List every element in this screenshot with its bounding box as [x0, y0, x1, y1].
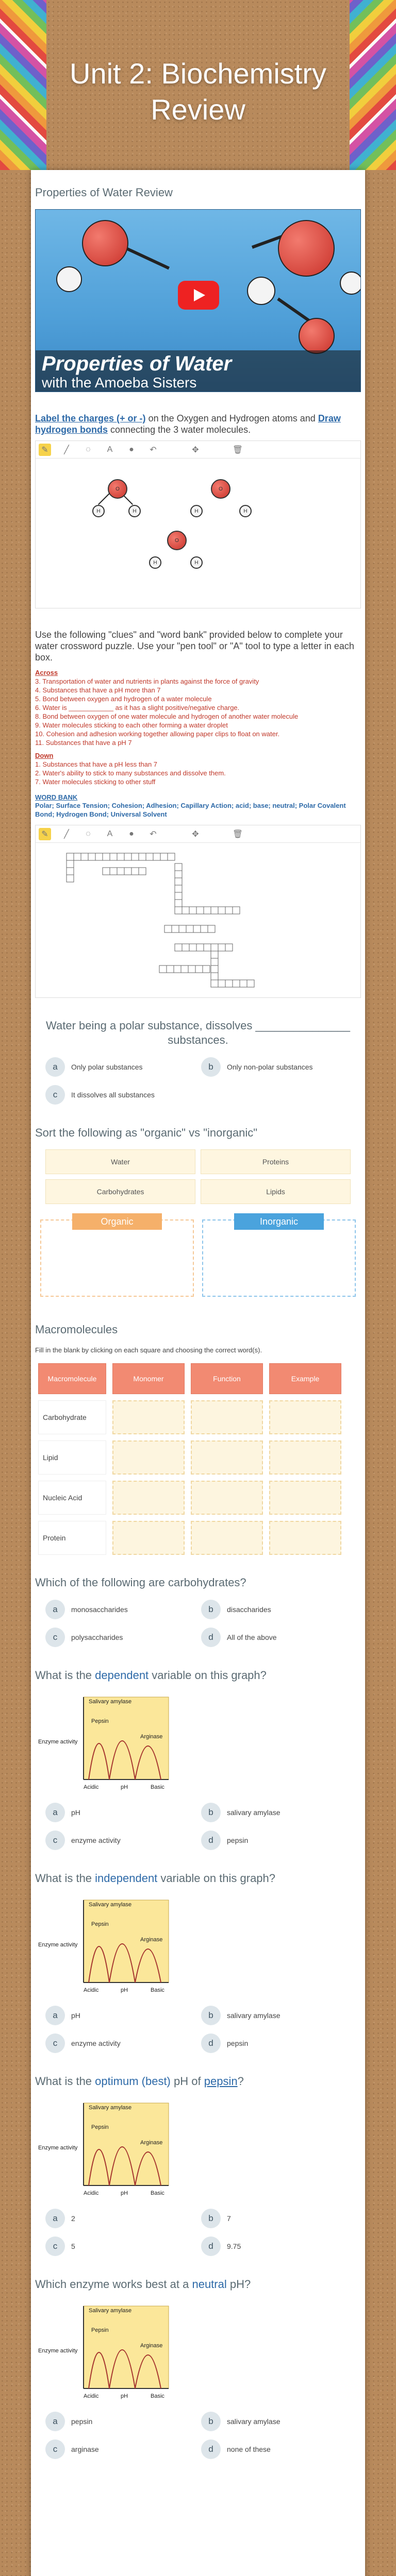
blank-cell[interactable]: [112, 1481, 185, 1515]
blank-cell[interactable]: [191, 1481, 263, 1515]
macromolecules-section: [35, 1323, 361, 1555]
answer-letter: a: [45, 1057, 65, 1077]
answer-text: It dissolves all substances: [71, 1091, 155, 1099]
graph-curve-label: Arginase: [140, 1734, 163, 1740]
across-clue: 9. Water molecules sticking to each other forming a water droplet: [35, 721, 228, 729]
answer-option-c[interactable]: [45, 1084, 195, 1105]
eraser-icon[interactable]: ◌: [86, 829, 91, 838]
oxygen-atom: O: [211, 479, 230, 499]
question-text: Which of the following are carbohydrates?: [35, 1576, 246, 1589]
blank-cell[interactable]: [112, 1400, 185, 1434]
graph-xtick: pH: [121, 1784, 128, 1790]
hydrogen-atom-graphic: [340, 272, 361, 295]
labeling-section: [35, 413, 361, 608]
sort-item[interactable]: Lipids: [201, 1179, 351, 1204]
text-tool-icon[interactable]: A: [107, 445, 113, 454]
answer-option-b[interactable]: [201, 2411, 351, 2432]
oxygen-atom-graphic: [278, 220, 335, 277]
oxygen-atom-graphic: [299, 318, 335, 354]
answer-letter: d: [201, 2439, 221, 2459]
answer-letter: c: [45, 1831, 65, 1850]
answer-text: 9.75: [227, 2242, 241, 2250]
video-caption: [36, 350, 361, 392]
move-icon[interactable]: ✥: [192, 445, 199, 454]
sort-categories: [35, 1216, 361, 1297]
row-label: Nucleic Acid: [38, 1481, 106, 1515]
question-text: Macromolecules: [35, 1323, 118, 1336]
answer-option-d[interactable]: [201, 2439, 351, 2460]
graph-xtick: Basic: [151, 1784, 164, 1790]
question-text-mid: pH of: [174, 2075, 201, 2088]
graph-ylabel: Enzyme activity: [38, 2348, 78, 2354]
label-charges-link: Label the charges (+ or -): [35, 413, 146, 423]
graph-xtick: Acidic: [84, 2190, 99, 2196]
answer-text: Only polar substances: [71, 1063, 143, 1071]
graph-curve-label: Salivary amylase: [89, 1902, 132, 1908]
graph-curve-label: Arginase: [140, 1937, 163, 1943]
wordbank-title: WORD BANK: [35, 793, 78, 801]
question-keyword: dependent: [95, 1669, 149, 1682]
labeling-text1: on the Oxygen and Hydrogen atoms and: [148, 413, 316, 423]
answer-text: pH: [71, 2011, 80, 2020]
question-text: [35, 2277, 361, 2292]
color-icon[interactable]: ●: [129, 445, 134, 454]
sorting-section: [35, 1126, 361, 1297]
across-title: Across: [35, 669, 58, 676]
blank-cell[interactable]: [269, 1481, 341, 1515]
category-label-inorganic: Inorganic: [234, 1213, 324, 1230]
question-polar: [35, 1019, 361, 1105]
answer-letter: b: [201, 2006, 221, 2025]
answer-letter: a: [45, 2006, 65, 2025]
answer-option-d[interactable]: [201, 1627, 351, 1648]
graph-ylabel: Enzyme activity: [38, 2145, 78, 2151]
oxygen-atom: O: [108, 479, 127, 499]
question-keyword: independent: [95, 1872, 158, 1885]
answer-option-c[interactable]: [45, 2439, 195, 2460]
answer-letter: b: [201, 2412, 221, 2431]
molecule-canvas[interactable]: [36, 459, 360, 608]
answer-letter: a: [45, 2412, 65, 2431]
crossword-section: [35, 629, 361, 998]
draw-bonds-link: Draw hydrogen bonds: [35, 413, 341, 435]
hydrogen-atom: H: [190, 556, 203, 569]
answer-list: [35, 2411, 361, 2460]
sort-item[interactable]: Water: [45, 1149, 195, 1174]
question-keyword: neutral: [192, 2278, 227, 2291]
column-header: Monomer: [112, 1363, 185, 1394]
answer-text: pepsin: [227, 2039, 249, 2047]
question-keyword: optimum (best): [95, 2075, 171, 2088]
answer-text: monosaccharides: [71, 1605, 128, 1614]
answer-option-a[interactable]: [45, 1599, 195, 1620]
worksheet-panel: [31, 170, 365, 2576]
answer-option-b[interactable]: [201, 1057, 351, 1077]
answer-letter: c: [45, 2033, 65, 2053]
pen-icon[interactable]: ✎: [39, 444, 51, 456]
blank-cell[interactable]: [269, 1440, 341, 1475]
enzyme-graph: [37, 1692, 171, 1795]
graph-xtick: pH: [121, 2190, 128, 2196]
question-text-pre: Which enzyme works best at a: [35, 2278, 189, 2291]
wordbank: Polar; Surface Tension; Cohesion; Adhesion; Capillary Action; acid; base; neutral; Polar Covalent Bond; Hydrogen Bond; Universal Solvent: [35, 802, 346, 818]
question-dependent: [35, 1668, 361, 1851]
hydrogen-atom: H: [92, 505, 105, 517]
oxygen-atom-graphic: [82, 220, 128, 266]
graph-curve-label: Salivary amylase: [89, 2105, 132, 2111]
enzyme-graph-svg: [37, 1692, 171, 1795]
blank-cell[interactable]: [191, 1440, 263, 1475]
move-icon[interactable]: ✥: [192, 829, 199, 839]
category-label-organic: Organic: [72, 1213, 162, 1230]
graph-xtick: Acidic: [84, 1784, 99, 1790]
answer-letter: b: [201, 1803, 221, 1822]
answer-letter: c: [45, 2236, 65, 2256]
answer-option-c[interactable]: [45, 2236, 195, 2257]
answer-option-a[interactable]: [45, 1057, 195, 1077]
answer-text: salivary amylase: [227, 2417, 280, 2426]
hydrogen-atom-graphic: [247, 277, 275, 305]
macromolecules-instructions: Fill in the blank by clicking on each square and choosing the correct word(s).: [35, 1346, 262, 1354]
answer-option-d[interactable]: [201, 1830, 351, 1851]
blank-cell[interactable]: [112, 1521, 185, 1555]
question-text-pre: What is the: [35, 1872, 92, 1885]
answer-text: salivary amylase: [227, 1808, 280, 1817]
play-icon[interactable]: [178, 281, 219, 310]
graph-curve-label: Pepsin: [91, 1718, 109, 1724]
graph-curve-label: Arginase: [140, 2343, 163, 2349]
row-label: Protein: [38, 1521, 106, 1555]
blank-cell[interactable]: [269, 1400, 341, 1434]
enzyme-graph-svg: [37, 2098, 171, 2201]
graph-xtick: Basic: [151, 2393, 164, 2399]
question-text: [35, 1871, 361, 1886]
answer-list: [35, 1599, 361, 1648]
hydrogen-atom: H: [149, 556, 161, 569]
graph-curve-label: Pepsin: [91, 2124, 109, 2130]
answer-letter: c: [45, 1628, 65, 1647]
answer-list: [35, 2005, 361, 2054]
question-text-post: variable on this graph?: [152, 1669, 267, 1682]
answer-text: pepsin: [227, 1836, 249, 1844]
graph-curve-label: Arginase: [140, 2140, 163, 2146]
crossword-instructions: Use the following "clues" and "word bank" provided below to complete your water crossword puzzle. Use your "pen tool" or "A" tool to type a letter in each box.: [35, 630, 354, 663]
question-keyword: pepsin: [204, 2075, 238, 2088]
column-header: Function: [191, 1363, 263, 1394]
oxygen-atom: O: [167, 531, 187, 550]
labeling-instructions: [35, 413, 361, 435]
answer-letter: a: [45, 1600, 65, 1619]
enzyme-graph: [37, 1895, 171, 1998]
undo-icon[interactable]: ↶: [150, 829, 157, 839]
graph-xtick: pH: [121, 1987, 128, 1993]
page-title: Unit 2: Biochemistry Review: [70, 57, 326, 126]
answer-text: Only non-polar substances: [227, 1063, 313, 1071]
graph-curve-label: Salivary amylase: [89, 2308, 132, 2314]
down-clue: 1. Substances that have a pH less than 7: [35, 760, 158, 768]
answer-text: All of the above: [227, 1633, 277, 1641]
graph-ylabel: Enzyme activity: [38, 1739, 78, 1745]
question-optimum: [35, 2074, 361, 2257]
sort-items: [35, 1149, 361, 1204]
hydrogen-atom: H: [128, 505, 141, 517]
drawing-area-crossword[interactable]: [35, 825, 361, 998]
blank-cell[interactable]: [269, 1521, 341, 1555]
hydrogen-atom-graphic: [56, 266, 82, 292]
column-header: Macromolecule: [38, 1363, 106, 1394]
across-clue: 3. Transportation of water and nutrients in plants against the force of gravity: [35, 677, 259, 685]
enzyme-graph-svg: [37, 1895, 171, 1998]
answer-letter: a: [45, 2209, 65, 2228]
blank-cell[interactable]: [112, 1440, 185, 1475]
question-text: Water being a polar substance, dissolves _______________ substances.: [46, 1019, 350, 1046]
video-section: [35, 185, 361, 392]
answer-text: polysaccharides: [71, 1633, 123, 1641]
graph-xtick: Basic: [151, 1987, 164, 1993]
answer-option-b[interactable]: [201, 2005, 351, 2026]
answer-text: 2: [71, 2214, 75, 2223]
answer-text: arginase: [71, 2445, 99, 2453]
row-label: Lipid: [38, 1440, 106, 1475]
drop-zone-inorganic[interactable]: [202, 1216, 356, 1297]
question-text: [35, 2074, 361, 2089]
drawing-area-molecules[interactable]: [35, 440, 361, 608]
answer-text: pepsin: [71, 2417, 93, 2426]
hydrogen-atom: H: [190, 505, 203, 517]
answer-letter: c: [45, 2439, 65, 2459]
across-clue: 10. Cohesion and adhesion working together allowing paper clips to float on water.: [35, 730, 280, 738]
question-carbs: [35, 1575, 361, 1648]
answer-letter: d: [201, 2033, 221, 2053]
color-icon[interactable]: ●: [129, 829, 134, 838]
video-heading: Properties of Water Review: [35, 186, 173, 199]
answer-text: 7: [227, 2214, 231, 2223]
graph-xtick: Basic: [151, 2190, 164, 2196]
answer-option-c[interactable]: [45, 1830, 195, 1851]
video-caption-subtitle: with the Amoeba Sisters: [42, 375, 197, 391]
across-clue: 8. Bond between oxygen of one water molecule and hydrogen of another water molecule: [35, 713, 299, 720]
across-clue: 5. Bond between oxygen and hydrogen of a water molecule: [35, 695, 212, 703]
across-clue: 6. Water is ____________ as it has a slight positive/negative charge.: [35, 704, 240, 711]
question-text-pre: What is the: [35, 1669, 92, 1682]
down-clue: 7. Water molecules sticking to other stuff: [35, 778, 156, 786]
answer-text: none of these: [227, 2445, 271, 2453]
answer-text: 5: [71, 2242, 75, 2250]
answer-list: [35, 1057, 361, 1105]
question-independent: [35, 1871, 361, 2054]
answer-text: pH: [71, 1808, 80, 1817]
answer-list: [35, 2208, 361, 2257]
drawing-toolbar: [36, 441, 360, 459]
blank-cell[interactable]: [191, 1521, 263, 1555]
crossword-grid-svg: [36, 843, 360, 997]
sort-item[interactable]: Proteins: [201, 1149, 351, 1174]
enzyme-graph: [37, 2301, 171, 2404]
answer-option-a[interactable]: [45, 2411, 195, 2432]
answer-option-a[interactable]: [45, 2208, 195, 2229]
video-caption-title: Properties of Water: [42, 352, 232, 375]
crossword-grid[interactable]: [36, 843, 360, 997]
line-icon[interactable]: ╱: [64, 445, 69, 454]
drop-zone-organic[interactable]: [40, 1216, 194, 1297]
undo-icon[interactable]: ↶: [150, 445, 157, 454]
answer-letter: b: [201, 2209, 221, 2228]
row-label: Carbohydrate: [38, 1400, 106, 1434]
trash-icon[interactable]: 🗑: [232, 829, 243, 839]
eraser-icon[interactable]: ◌: [86, 445, 91, 454]
answer-text: enzyme activity: [71, 2039, 121, 2047]
answer-option-b[interactable]: [201, 2208, 351, 2229]
graph-ylabel: Enzyme activity: [38, 1942, 78, 1948]
answer-list: [35, 1802, 361, 1851]
answer-option-c[interactable]: [45, 1627, 195, 1648]
answer-letter: d: [201, 1628, 221, 1647]
text-tool-icon[interactable]: A: [107, 829, 113, 838]
pen-icon[interactable]: ✎: [39, 828, 51, 840]
graph-curve-label: Salivary amylase: [89, 1699, 132, 1705]
graph-xtick: Acidic: [84, 2393, 99, 2399]
answer-option-c[interactable]: [45, 2033, 195, 2054]
answer-option-b[interactable]: [201, 1802, 351, 1823]
hydrogen-atom: H: [239, 505, 252, 517]
answer-text: disaccharides: [227, 1605, 271, 1614]
answer-option-d[interactable]: [201, 2236, 351, 2257]
enzyme-graph: [37, 2098, 171, 2201]
answer-letter: a: [45, 1803, 65, 1822]
question-text: [35, 1668, 361, 1683]
graph-xtick: pH: [121, 2393, 128, 2399]
labeling-text2: connecting the 3 water molecules.: [110, 425, 251, 435]
answer-text: salivary amylase: [227, 2011, 280, 2020]
graph-curve-label: Pepsin: [91, 1921, 109, 1927]
question-neutral: [35, 2277, 361, 2460]
crossword-clues: [35, 668, 361, 786]
answer-letter: b: [201, 1600, 221, 1619]
graph-xtick: Acidic: [84, 1987, 99, 1993]
answer-letter: c: [45, 1085, 65, 1105]
trash-icon[interactable]: 🗑: [232, 445, 243, 454]
answer-text: enzyme activity: [71, 1836, 121, 1844]
answer-letter: d: [201, 2236, 221, 2256]
answer-option-b[interactable]: [201, 1599, 351, 1620]
answer-letter: b: [201, 1057, 221, 1077]
answer-option-a[interactable]: [45, 2005, 195, 2026]
answer-option-d[interactable]: [201, 2033, 351, 2054]
column-header: Example: [269, 1363, 341, 1394]
blank-cell[interactable]: [191, 1400, 263, 1434]
enzyme-graph-svg: [37, 2301, 171, 2404]
down-title: Down: [35, 752, 54, 759]
sort-item[interactable]: Carbohydrates: [45, 1179, 195, 1204]
graph-curve-label: Pepsin: [91, 2327, 109, 2333]
answer-letter: d: [201, 1831, 221, 1850]
down-clue: 2. Water's ability to stick to many substances and dissolve them.: [35, 769, 226, 777]
drawing-toolbar: [36, 825, 360, 843]
question-text-post: pH?: [229, 2278, 251, 2291]
video-player[interactable]: [35, 209, 361, 392]
macromolecules-grid: [35, 1363, 361, 1555]
answer-option-a[interactable]: [45, 1802, 195, 1823]
question-text: Sort the following as "organic" vs "inorganic": [35, 1126, 258, 1139]
question-text-pre: What is the: [35, 2075, 92, 2088]
question-text-post: variable on this graph?: [160, 1872, 276, 1885]
line-icon[interactable]: ╱: [64, 829, 69, 839]
question-text-post: ?: [237, 2075, 244, 2088]
across-clue: 11. Substances that have a pH 7: [35, 739, 132, 747]
across-clue: 4. Substances that have a pH more than 7: [35, 686, 161, 694]
